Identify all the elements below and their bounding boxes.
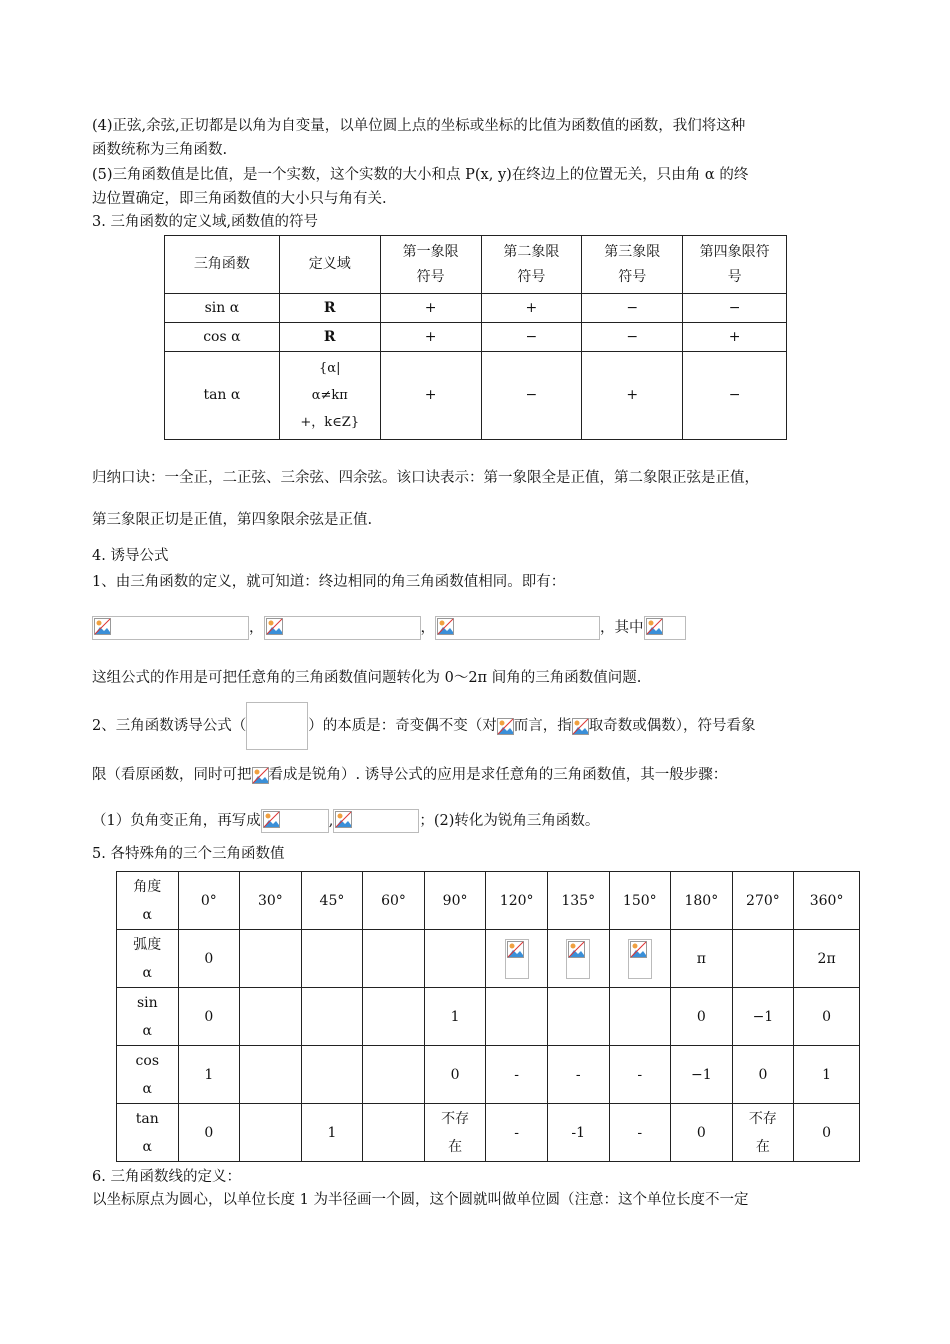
sign-table-header xyxy=(165,236,787,294)
section-4-1-note: 这组公式的作用是可把任意角的三角函数值问题转化为 0～2π 间角的三角函数值问题. xyxy=(92,670,642,686)
section-5-title: 5. 各特殊角的三个三角函数值 xyxy=(92,846,285,862)
cell-q2: + xyxy=(481,294,582,323)
cell-domain: R xyxy=(279,294,380,323)
sign-table xyxy=(164,235,787,440)
header-q4: 第四象限符 号 xyxy=(683,236,787,294)
cell-q3: − xyxy=(582,294,683,323)
cell: 135° xyxy=(547,872,609,930)
formula-image xyxy=(246,702,308,750)
cell: 120° xyxy=(486,872,548,930)
para-4-line1: (4)正弦,余弦,正切都是以角为自变量，以单位圆上点的坐标或坐标的比值为函数值的函数，我们将这种 xyxy=(92,118,746,134)
section-4-3 xyxy=(92,808,599,834)
text: 看成是锐角）. 诱导公式的应用是求任意角的三角函数值，其一般步骤： xyxy=(268,767,728,783)
row-radians xyxy=(117,930,860,988)
image-placeholder-icon xyxy=(507,941,524,958)
row-sin xyxy=(117,988,860,1046)
summary-line1: 归纳口诀：一全正，二正弦、三余弦、四余弦。该口诀表示：第一象限全是正值，第二象限正弦是正值， xyxy=(92,470,759,486)
cell-domain: R xyxy=(279,323,380,352)
formula-image xyxy=(505,939,529,979)
header-q3: 第三象限 符号 xyxy=(582,236,683,294)
cell-domain: {α| α≠kπ +，k∈Z} xyxy=(279,352,380,440)
cell xyxy=(547,988,609,1046)
cell: 0 xyxy=(178,988,240,1046)
cell-fn: sin α xyxy=(165,294,280,323)
cell: - xyxy=(547,1046,609,1104)
row-tan xyxy=(117,1104,860,1162)
cell xyxy=(240,988,302,1046)
cell-image xyxy=(609,930,671,988)
cell: 0 xyxy=(671,1104,733,1162)
cell: 2π xyxy=(794,930,860,988)
image-placeholder-icon xyxy=(630,941,647,958)
image-placeholder-icon xyxy=(252,767,269,784)
section-3-title: 3. 三角函数的定义域,函数值的符号 xyxy=(92,214,319,230)
section-4-2-line1 xyxy=(92,702,755,750)
cell: -1 xyxy=(547,1104,609,1162)
formula-image xyxy=(644,616,686,640)
cell: 不存 在 xyxy=(732,1104,794,1162)
cell: 30° xyxy=(240,872,302,930)
cell xyxy=(363,930,425,988)
cell: - xyxy=(609,1104,671,1162)
cell xyxy=(301,1046,363,1104)
text: , xyxy=(328,813,334,829)
cell: 150° xyxy=(609,872,671,930)
cell-q1: + xyxy=(380,323,481,352)
para-4-line2: 函数统称为三角函数. xyxy=(92,142,228,158)
row-header: tan α xyxy=(117,1104,179,1162)
cell: 0 xyxy=(178,1104,240,1162)
cell: - xyxy=(609,1046,671,1104)
cell xyxy=(609,988,671,1046)
section-4-1: 1、由三角函数的定义，就可知道：终边相同的角三角函数值相同。即有： xyxy=(92,574,566,590)
cell xyxy=(240,1046,302,1104)
cell-q4: − xyxy=(683,294,787,323)
row-cos xyxy=(117,1046,860,1104)
cell: 不存 在 xyxy=(424,1104,486,1162)
cell: 0 xyxy=(424,1046,486,1104)
table-row xyxy=(165,323,787,352)
cell: 1 xyxy=(424,988,486,1046)
row-header: 弧度 α xyxy=(117,930,179,988)
cell: 1 xyxy=(301,1104,363,1162)
text: ；(2)转化为锐角三角函数。 xyxy=(419,813,600,829)
cell-fn: tan α xyxy=(165,352,280,440)
header-q1: 第一象限 符号 xyxy=(380,236,481,294)
text: （1）负角变正角，再写成 xyxy=(92,813,261,829)
section-4-2-line2 xyxy=(92,765,727,785)
cell: - xyxy=(486,1104,548,1162)
text: 限（看原函数，同时可把 xyxy=(92,767,252,783)
image-placeholder-icon xyxy=(335,811,352,828)
formula-image xyxy=(261,809,329,833)
text: ）的本质是：奇变偶不变（对 xyxy=(308,718,497,734)
row-header: 角度 α xyxy=(117,872,179,930)
formula-row-1 xyxy=(92,614,686,642)
cell-q4: − xyxy=(683,352,787,440)
table-row xyxy=(165,352,787,440)
cell xyxy=(363,1104,425,1162)
where-text: ，其中 xyxy=(600,620,644,636)
cell: 90° xyxy=(424,872,486,930)
header-function: 三角函数 xyxy=(165,236,280,294)
cell: 180° xyxy=(671,872,733,930)
summary-line2: 第三象限正切是正值，第四象限余弦是正值. xyxy=(92,512,373,528)
cell-q3: − xyxy=(582,323,683,352)
cell-q3: + xyxy=(582,352,683,440)
cell: 270° xyxy=(732,872,794,930)
row-degrees xyxy=(117,872,860,930)
cell: 60° xyxy=(363,872,425,930)
text: 2、三角函数诱导公式（ xyxy=(92,718,247,734)
cell: 0 xyxy=(671,988,733,1046)
cell-fn: cos α xyxy=(165,323,280,352)
image-placeholder-icon xyxy=(497,718,514,735)
cell xyxy=(301,930,363,988)
cell-image xyxy=(486,930,548,988)
cell: 360° xyxy=(794,872,860,930)
formula-image xyxy=(566,939,590,979)
cell xyxy=(424,930,486,988)
image-placeholder-icon xyxy=(437,618,454,635)
image-placeholder-icon xyxy=(266,618,283,635)
cell: 0 xyxy=(732,1046,794,1104)
cell: −1 xyxy=(732,988,794,1046)
cell: 0 xyxy=(794,988,860,1046)
cell-image xyxy=(547,930,609,988)
cell xyxy=(240,1104,302,1162)
cell: π xyxy=(671,930,733,988)
cell xyxy=(732,930,794,988)
cell: −1 xyxy=(671,1046,733,1104)
cell: 45° xyxy=(301,872,363,930)
formula-image xyxy=(92,616,249,640)
cell-q4: + xyxy=(683,323,787,352)
text: 而言，指 xyxy=(513,718,572,734)
cell xyxy=(363,1046,425,1104)
cell xyxy=(301,988,363,1046)
formula-image xyxy=(435,616,600,640)
cell xyxy=(486,988,548,1046)
cell: 0 xyxy=(178,930,240,988)
cell: 0° xyxy=(178,872,240,930)
cell-q1: + xyxy=(380,294,481,323)
table-row xyxy=(165,294,787,323)
image-placeholder-icon xyxy=(94,618,111,635)
para-5-line1: (5)三角函数值是比值，是一个实数，这个实数的大小和点 P(x, y)在终边上的位置无关，只由角 α 的终 xyxy=(92,167,749,183)
cell xyxy=(363,988,425,1046)
cell: 1 xyxy=(178,1046,240,1104)
image-placeholder-icon xyxy=(263,811,280,828)
section-4-title: 4. 诱导公式 xyxy=(92,548,169,564)
cell: - xyxy=(486,1046,548,1104)
cell-q2: − xyxy=(481,352,582,440)
section-6-title: 6. 三角函数线的定义： xyxy=(92,1169,241,1185)
row-header: sin α xyxy=(117,988,179,1046)
formula-image xyxy=(264,616,421,640)
image-placeholder-icon xyxy=(568,941,585,958)
cell-q1: + xyxy=(380,352,481,440)
para-5-line2: 边位置确定，即三角函数值的大小只与角有关. xyxy=(92,191,387,207)
cell: 1 xyxy=(794,1046,860,1104)
row-header: cos α xyxy=(117,1046,179,1104)
formula-image xyxy=(628,939,652,979)
separator: ， xyxy=(249,620,264,636)
text: 取奇数或偶数），符号看象 xyxy=(588,718,756,734)
separator: ， xyxy=(420,620,435,636)
cell: 0 xyxy=(794,1104,860,1162)
cell xyxy=(240,930,302,988)
image-placeholder-icon xyxy=(646,618,663,635)
header-q2: 第二象限 符号 xyxy=(481,236,582,294)
angle-table xyxy=(116,871,860,1162)
cell-q2: − xyxy=(481,323,582,352)
image-placeholder-icon xyxy=(572,718,589,735)
formula-image xyxy=(333,809,419,833)
section-6-line1: 以坐标原点为圆心，以单位长度 1 为半径画一个圆，这个圆就叫做单位圆（注意：这个单位长度不一定 xyxy=(92,1192,749,1208)
header-domain: 定义域 xyxy=(279,236,380,294)
